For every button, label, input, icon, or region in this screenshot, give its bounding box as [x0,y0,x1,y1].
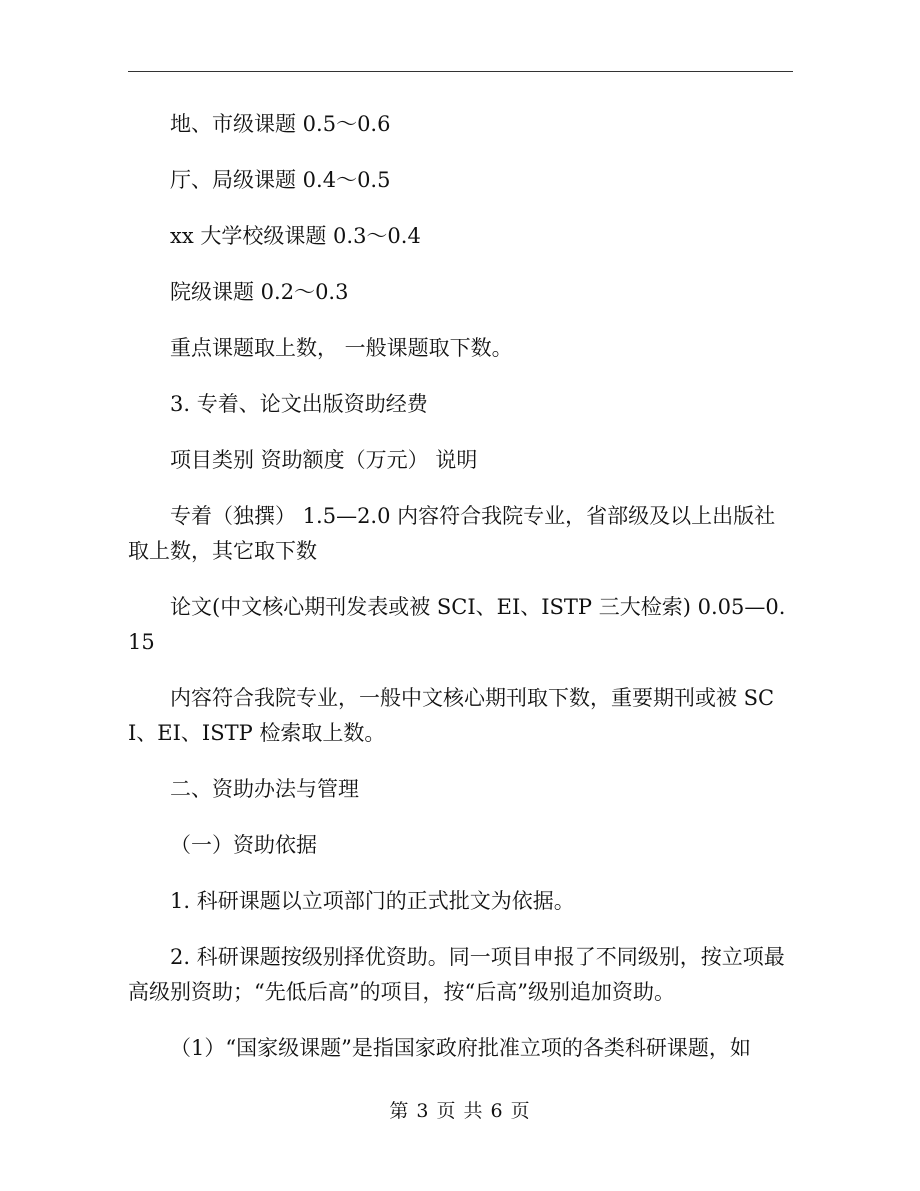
paragraph-monograph: 专着（独撰） 1.5—2.0 内容符合我院专业，省部级及以上出版社取上数，其它取下数 [128,504,776,563]
section-heading-publication-funding: 3. 专着、论文出版资助经费 [170,392,428,416]
paragraph-university-level: xx 大学校级课题 0.3～0.4 [170,224,421,248]
paragraph-paper-note: 内容符合我院专业，一般中文核心期刊取下数，重要期刊或被 SCI、EI、ISTP 检索取上数。 [128,686,775,745]
paragraph-city-level: 地、市级课题 0.5～0.6 [170,112,391,136]
paragraph-table-header: 项目类别 资助额度（万元） 说明 [170,448,478,472]
paragraph-item-2-1: （1）“国家级课题”是指国家政府批准立项的各类科研课题，如 [170,1036,751,1060]
paragraph-item-2: 2. 科研课题按级别择优资助。同一项目申报了不同级别，按立项最高级别资助；“先低后高”的项目，按“后高”级别追加资助。 [128,945,785,1004]
page-number-footer: 第 3 页 共 6 页 [389,1100,531,1122]
paragraph-item-1: 1. 科研课题以立项部门的正式批文为依据。 [170,889,575,913]
paragraph-college-level: 院级课题 0.2～0.3 [170,280,349,304]
paragraph-bureau-level: 厅、局级课题 0.4～0.5 [170,168,391,192]
header-divider [128,71,793,72]
subsection-heading-basis: （一）资助依据 [170,833,317,857]
paragraph-paper: 论文(中文核心期刊发表或被 SCI、EI、ISTP 三大检索) 0.05—0.15 [128,595,786,654]
document-body [128,107,793,1087]
paragraph-key-project-note: 重点课题取上数， 一般课题取下数。 [170,336,513,360]
section-heading-management: 二、资助办法与管理 [170,777,359,801]
